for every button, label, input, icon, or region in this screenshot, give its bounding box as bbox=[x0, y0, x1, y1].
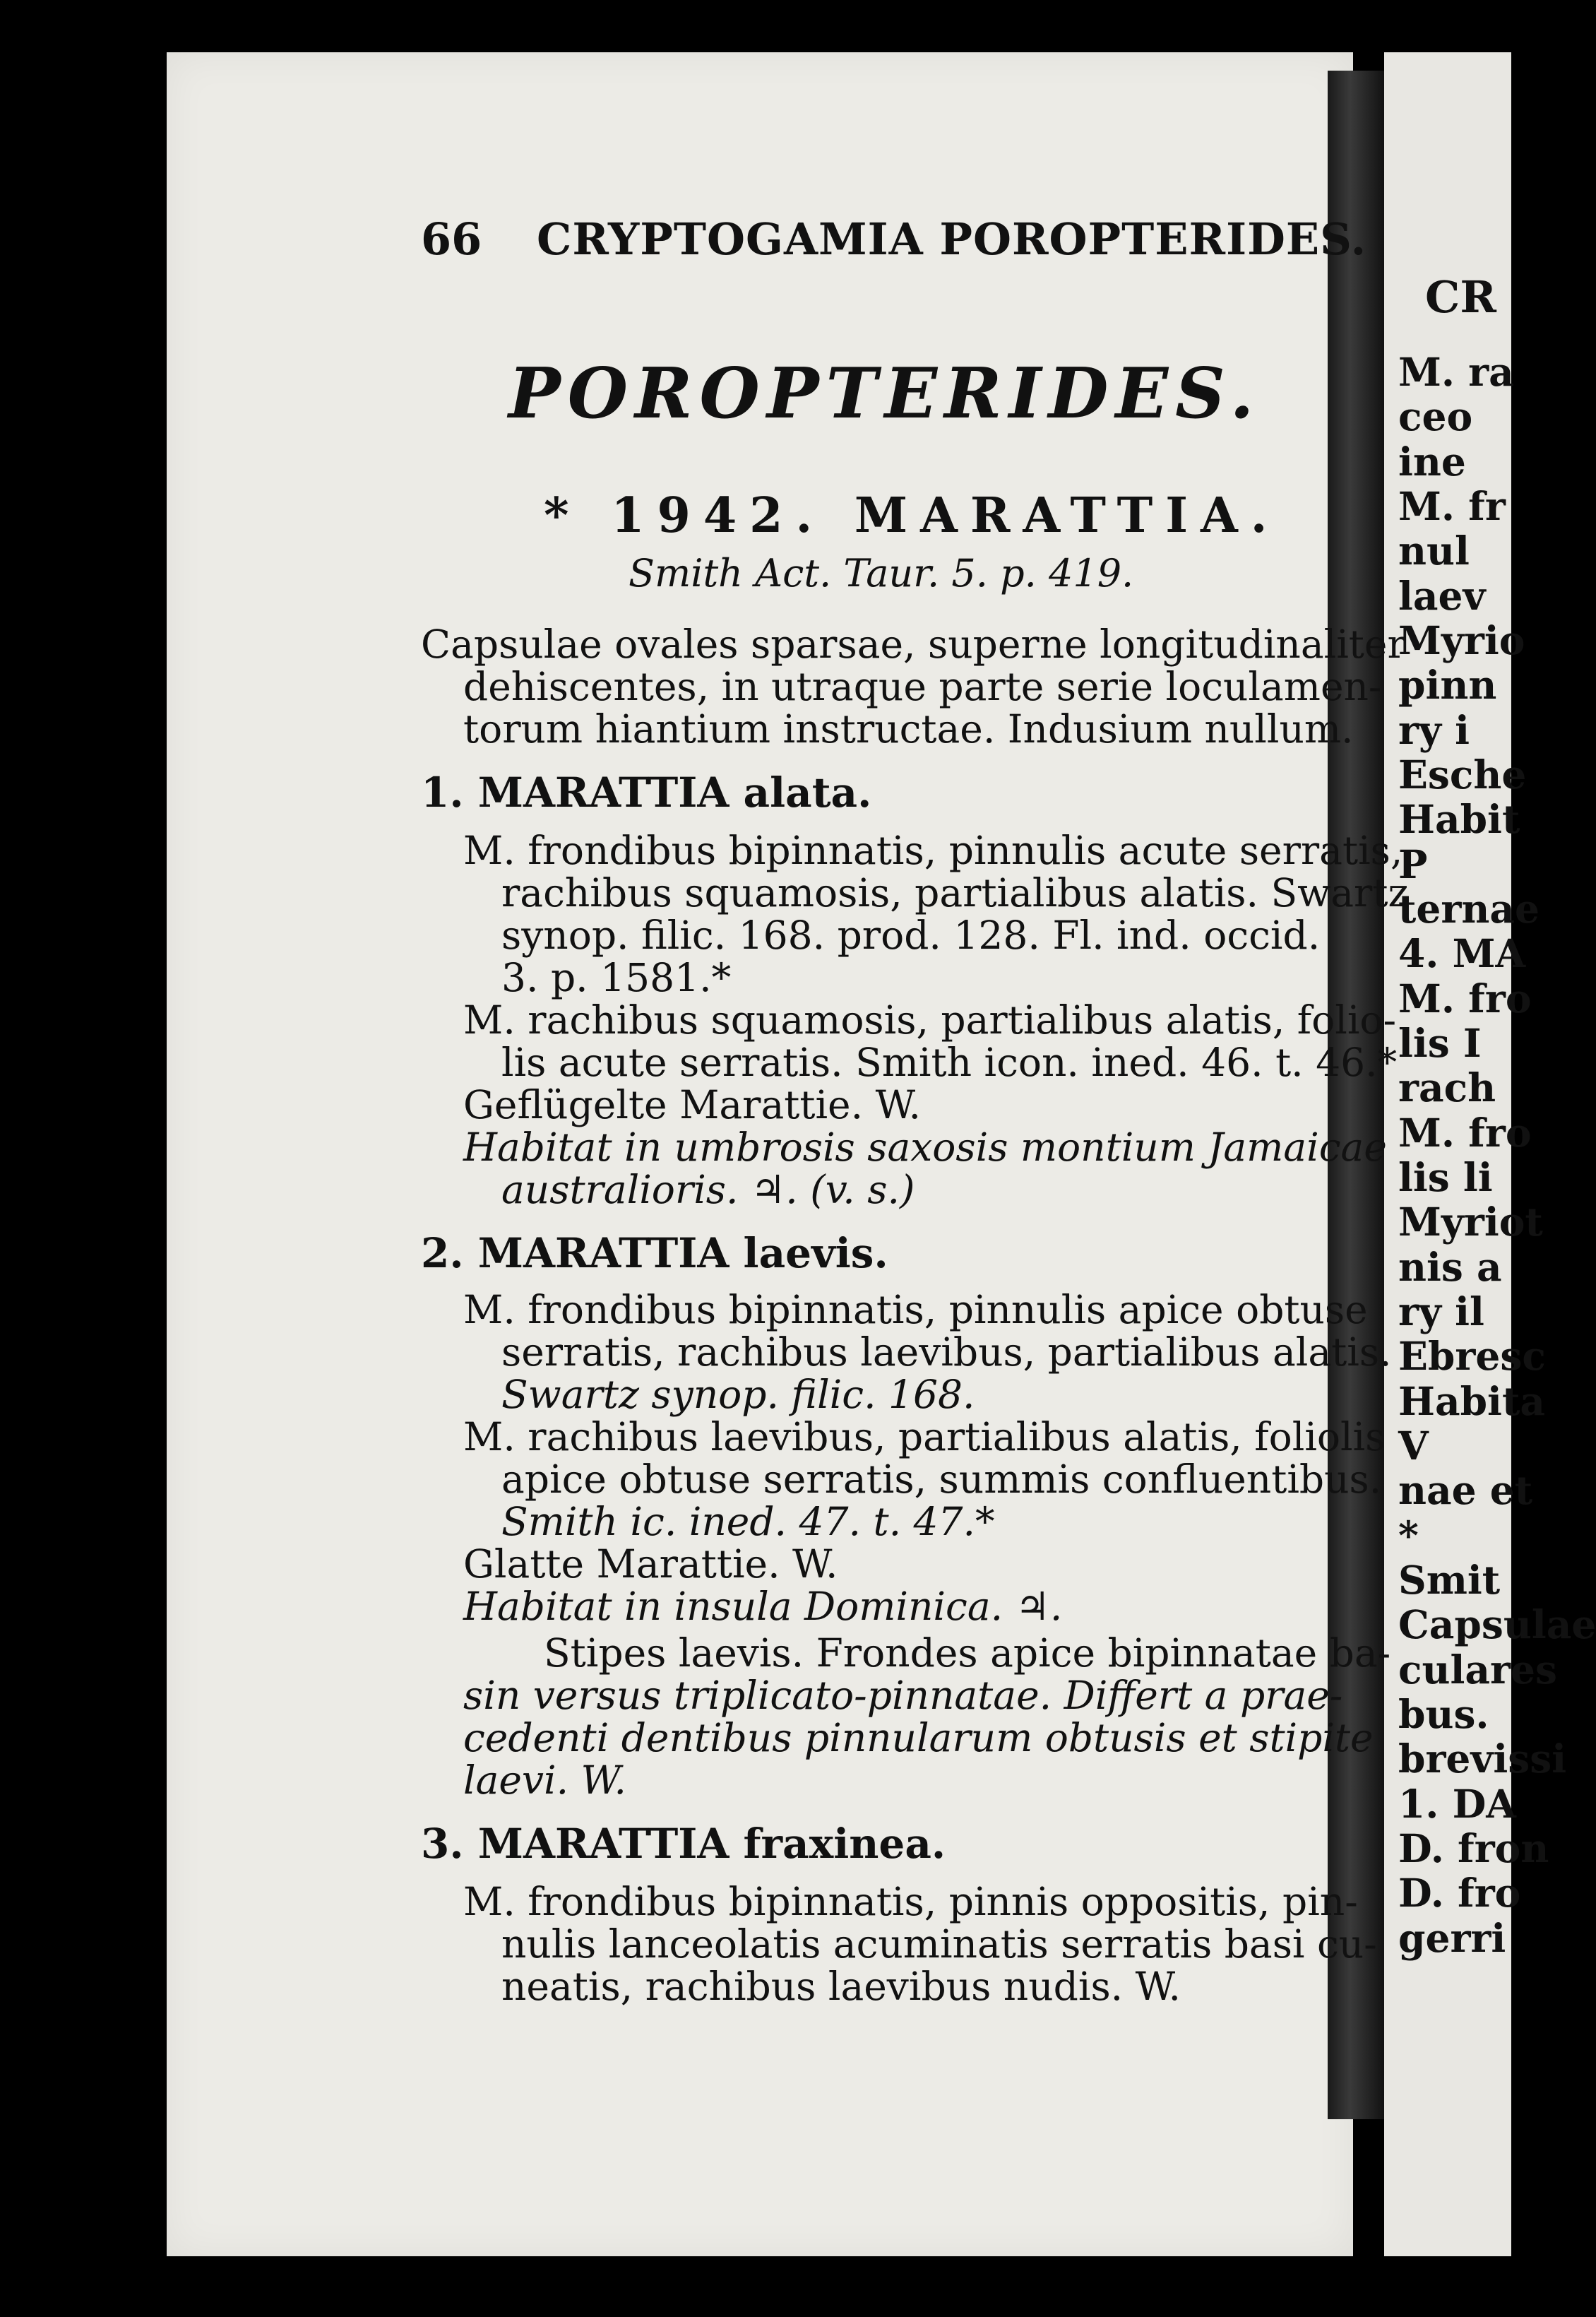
species-line: nulis lanceolatis acuminatis serratis basi cu- bbox=[501, 1921, 1377, 1967]
facing-page-line: nae et bbox=[1398, 1467, 1533, 1513]
species-line: Habitat in insula Dominica. ♃. bbox=[463, 1584, 1063, 1629]
genus-reference: Smith Act. Taur. 5. p. 419. bbox=[629, 551, 1134, 595]
genus-description-line: dehiscentes, in utraque parte serie loculamen- bbox=[463, 664, 1382, 709]
facing-page-line: Ebresc bbox=[1398, 1333, 1546, 1379]
species-line: australioris. ♃. (v. s.) bbox=[501, 1167, 915, 1212]
facing-page-line: * bbox=[1398, 1512, 1419, 1558]
facing-page-line: D. fro bbox=[1398, 1870, 1521, 1916]
facing-page-line: ry il bbox=[1398, 1288, 1484, 1334]
species-line: Smith ic. ined. 47. t. 47.* bbox=[501, 1499, 995, 1544]
facing-page-line: culares bbox=[1398, 1647, 1557, 1693]
species-heading: 1. MARATTIA alata. bbox=[421, 769, 872, 817]
species-heading: 2. MARATTIA laevis. bbox=[421, 1229, 888, 1277]
facing-page-line: pinn bbox=[1398, 662, 1497, 708]
facing-page-line: Esche bbox=[1398, 752, 1527, 798]
facing-page-line: gerri bbox=[1398, 1915, 1506, 1961]
genus-description-line: torum hiantium instructae. Indusium nullum. bbox=[463, 706, 1354, 752]
facing-page-line: M. ra bbox=[1398, 349, 1514, 395]
running-head: CRYPTOGAMIA POROPTERIDES. bbox=[537, 213, 1367, 265]
species-line: M. rachibus squamosis, partialibus alatis, folio- bbox=[463, 997, 1397, 1043]
facing-page-line: M. fro bbox=[1398, 1110, 1532, 1156]
genus-heading: * 1942. MARATTIA. bbox=[544, 487, 1280, 544]
species-line: M. frondibus bipinnatis, pinnulis acute serratis, bbox=[463, 828, 1403, 873]
species-line: M. rachibus laevibus, partialibus alatis, foliolis bbox=[463, 1414, 1386, 1459]
facing-page-line: lis li bbox=[1398, 1154, 1493, 1200]
facing-page-line: ry i bbox=[1398, 707, 1470, 753]
species-line: Stipes laevis. Frondes apice bipinnatae ba- bbox=[544, 1630, 1391, 1676]
facing-page-line: lis I bbox=[1398, 1020, 1482, 1066]
species-line: serratis, rachibus laevibus, partialibus alatis. bbox=[501, 1329, 1392, 1375]
facing-page-line: ine bbox=[1398, 439, 1466, 485]
species-line: Geflügelte Marattie. W. bbox=[463, 1082, 921, 1127]
book-gutter bbox=[1328, 71, 1384, 2119]
species-line: 3. p. 1581.* bbox=[501, 955, 732, 1000]
facing-running-head: CR bbox=[1425, 271, 1496, 323]
facing-page-line: M. fro bbox=[1398, 976, 1532, 1021]
species-line: synop. filic. 168. prod. 128. Fl. ind. occid. bbox=[501, 913, 1321, 958]
facing-page-line: Capsulae bbox=[1398, 1601, 1596, 1647]
section-title: POROPTERIDES. bbox=[508, 353, 1261, 434]
facing-page-line: brevissi bbox=[1398, 1736, 1567, 1782]
species-line: neatis, rachibus laevibus nudis. W. bbox=[501, 1964, 1181, 2009]
species-line: apice obtuse serratis, summis confluentibus. bbox=[501, 1457, 1382, 1502]
species-line: laevi. W. bbox=[463, 1758, 626, 1803]
facing-page-line: V bbox=[1398, 1423, 1429, 1469]
facing-page-line: ternae bbox=[1398, 886, 1540, 932]
facing-page-line: Myriot bbox=[1398, 1199, 1543, 1245]
species-line: M. frondibus bipinnatis, pinnulis apice obtuse bbox=[463, 1287, 1368, 1332]
facing-page-line: laev bbox=[1398, 573, 1486, 619]
facing-page-line: D. fron bbox=[1398, 1825, 1549, 1871]
facing-page-line: Habita bbox=[1398, 1378, 1545, 1424]
species-line: rachibus squamosis, partialibus alatis. Swartz bbox=[501, 870, 1409, 915]
facing-page-line: rach bbox=[1398, 1065, 1496, 1110]
species-line: sin versus triplicato-pinnatae. Differt a prae- bbox=[463, 1673, 1343, 1718]
genus-description-line: Capsulae ovales sparsae, superne longitudinaliter bbox=[421, 622, 1406, 667]
book-page-right-partial bbox=[1384, 52, 1596, 2256]
facing-page-line: bus. bbox=[1398, 1691, 1489, 1737]
facing-page-line: nul bbox=[1398, 528, 1470, 574]
species-heading: 3. MARATTIA fraxinea. bbox=[421, 1820, 946, 1868]
species-line: Habitat in umbrosis saxosis montium Jamaicae bbox=[463, 1125, 1387, 1170]
facing-page-line: M. fr bbox=[1398, 483, 1506, 529]
facing-page-line: ceo bbox=[1398, 393, 1473, 439]
facing-page-line: Smit bbox=[1398, 1557, 1501, 1603]
facing-page-line: 1. DA bbox=[1398, 1781, 1516, 1827]
species-line: cedenti dentibus pinnularum obtusis et stipite bbox=[463, 1715, 1374, 1760]
species-line: M. frondibus bipinnatis, pinnis oppositis, pin- bbox=[463, 1879, 1358, 1924]
facing-page-line: P bbox=[1398, 841, 1428, 887]
page-number: 66 bbox=[421, 213, 482, 265]
species-line: Glatte Marattie. W. bbox=[463, 1541, 838, 1587]
facing-page-line: 4. MA bbox=[1398, 930, 1526, 976]
species-line: Swartz synop. filic. 168. bbox=[501, 1372, 975, 1417]
facing-page-line: Myrio bbox=[1398, 617, 1525, 663]
species-line: lis acute serratis. Smith icon. ined. 46. t. 46.* bbox=[501, 1040, 1398, 1085]
facing-page-line: nis a bbox=[1398, 1244, 1502, 1290]
facing-page-line: Habit bbox=[1398, 796, 1520, 842]
